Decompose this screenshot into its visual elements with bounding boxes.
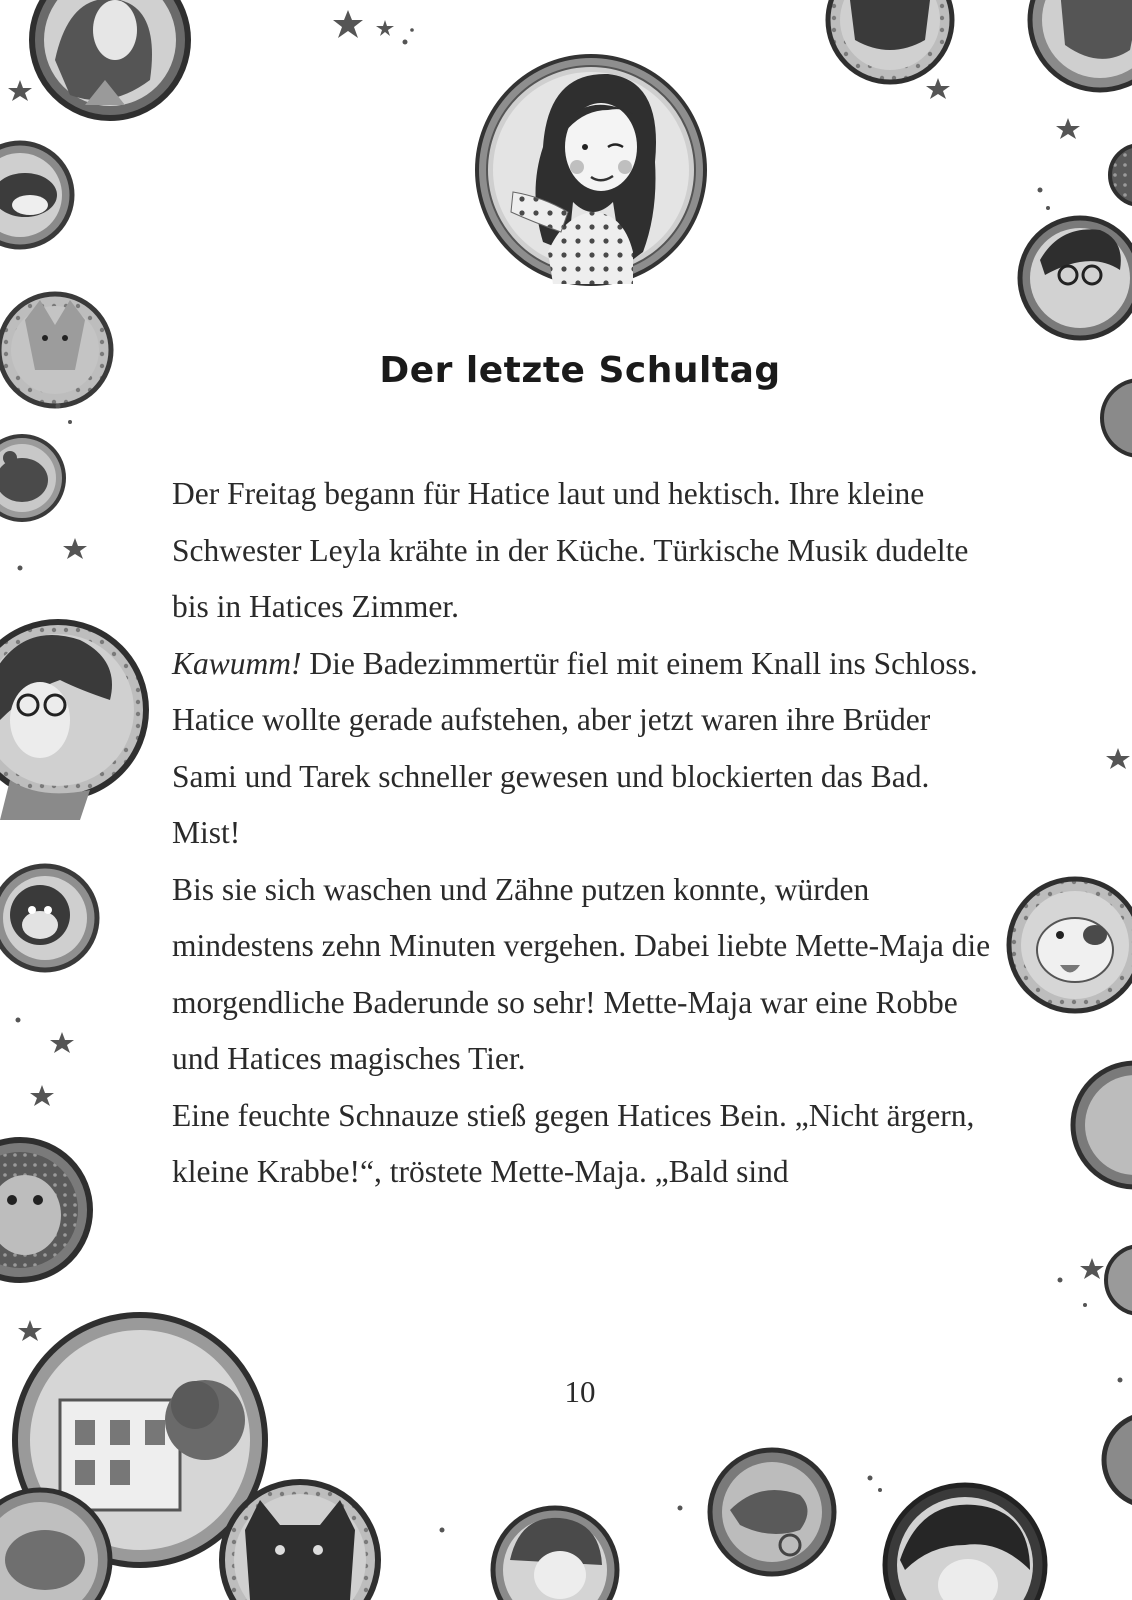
boy-with-glasses-medallion	[1020, 218, 1132, 338]
monkey-medallion	[0, 866, 97, 970]
pattern-medallion	[1073, 1063, 1132, 1187]
girl-face-medallion	[32, 0, 188, 118]
pattern-medallion	[1110, 145, 1132, 205]
paragraph	[172, 862, 1002, 1088]
pattern-medallion	[1102, 380, 1132, 456]
paragraph	[172, 692, 1002, 862]
woman-with-glasses-medallion	[0, 622, 146, 820]
emphasis-text: Kawumm!	[172, 645, 302, 681]
boy-face-medallion	[885, 1485, 1045, 1600]
paragraph	[172, 636, 1002, 693]
page-number: 10	[564, 1374, 596, 1409]
paragraph-text: Der Freitag begann für Hatice laut und hektisch. Ihre kleine Schwester Leyla krähte in der Küche. Türkische Musik dudelte bis in Hatices Zimmer.	[172, 476, 969, 624]
chameleon-medallion	[710, 1450, 834, 1574]
paragraph-text: Bis sie sich waschen und Zähne putzen konnte, würden mindestens zehn Minuten vergehen. Dabei liebte Mette-Maja die morgendliche Baderunde so sehr! Mette-Maja war eine Robbe und Hatices magisches Tier.	[172, 871, 991, 1076]
boy-face-medallion	[828, 0, 952, 82]
paragraph-text: Die Badezimmertür fiel mit einem Knall ins Schloss.	[301, 645, 978, 681]
boy-face-medallion	[1030, 0, 1132, 90]
paragraph	[172, 466, 1002, 636]
paragraph-text: Hatice wollte gerade aufstehen, aber jetzt waren ihre Brüder Sami und Tarek schneller gewesen und blockierten das Bad. Mist!	[172, 702, 931, 850]
girl-portrait-medallion	[473, 52, 709, 288]
paragraph-text: Eine feuchte Schnauze stieß gegen Hatices Bein. „Nicht ärgern, kleine Krabbe!“, tröstete Mette-Maja. „Bald sind	[172, 1097, 975, 1189]
penguin-medallion	[0, 143, 72, 247]
chapter-title: Der letzte Schultag	[379, 350, 781, 391]
chapter-text	[172, 466, 1002, 1201]
boy-face-medallion	[1104, 1414, 1132, 1506]
pattern-medallion	[1106, 1246, 1132, 1314]
puppy-medallion	[1009, 879, 1132, 1011]
leopard-medallion	[0, 1140, 90, 1280]
girl-face-medallion	[493, 1508, 617, 1600]
bear-medallion	[0, 436, 64, 520]
paragraph	[172, 1088, 1002, 1201]
